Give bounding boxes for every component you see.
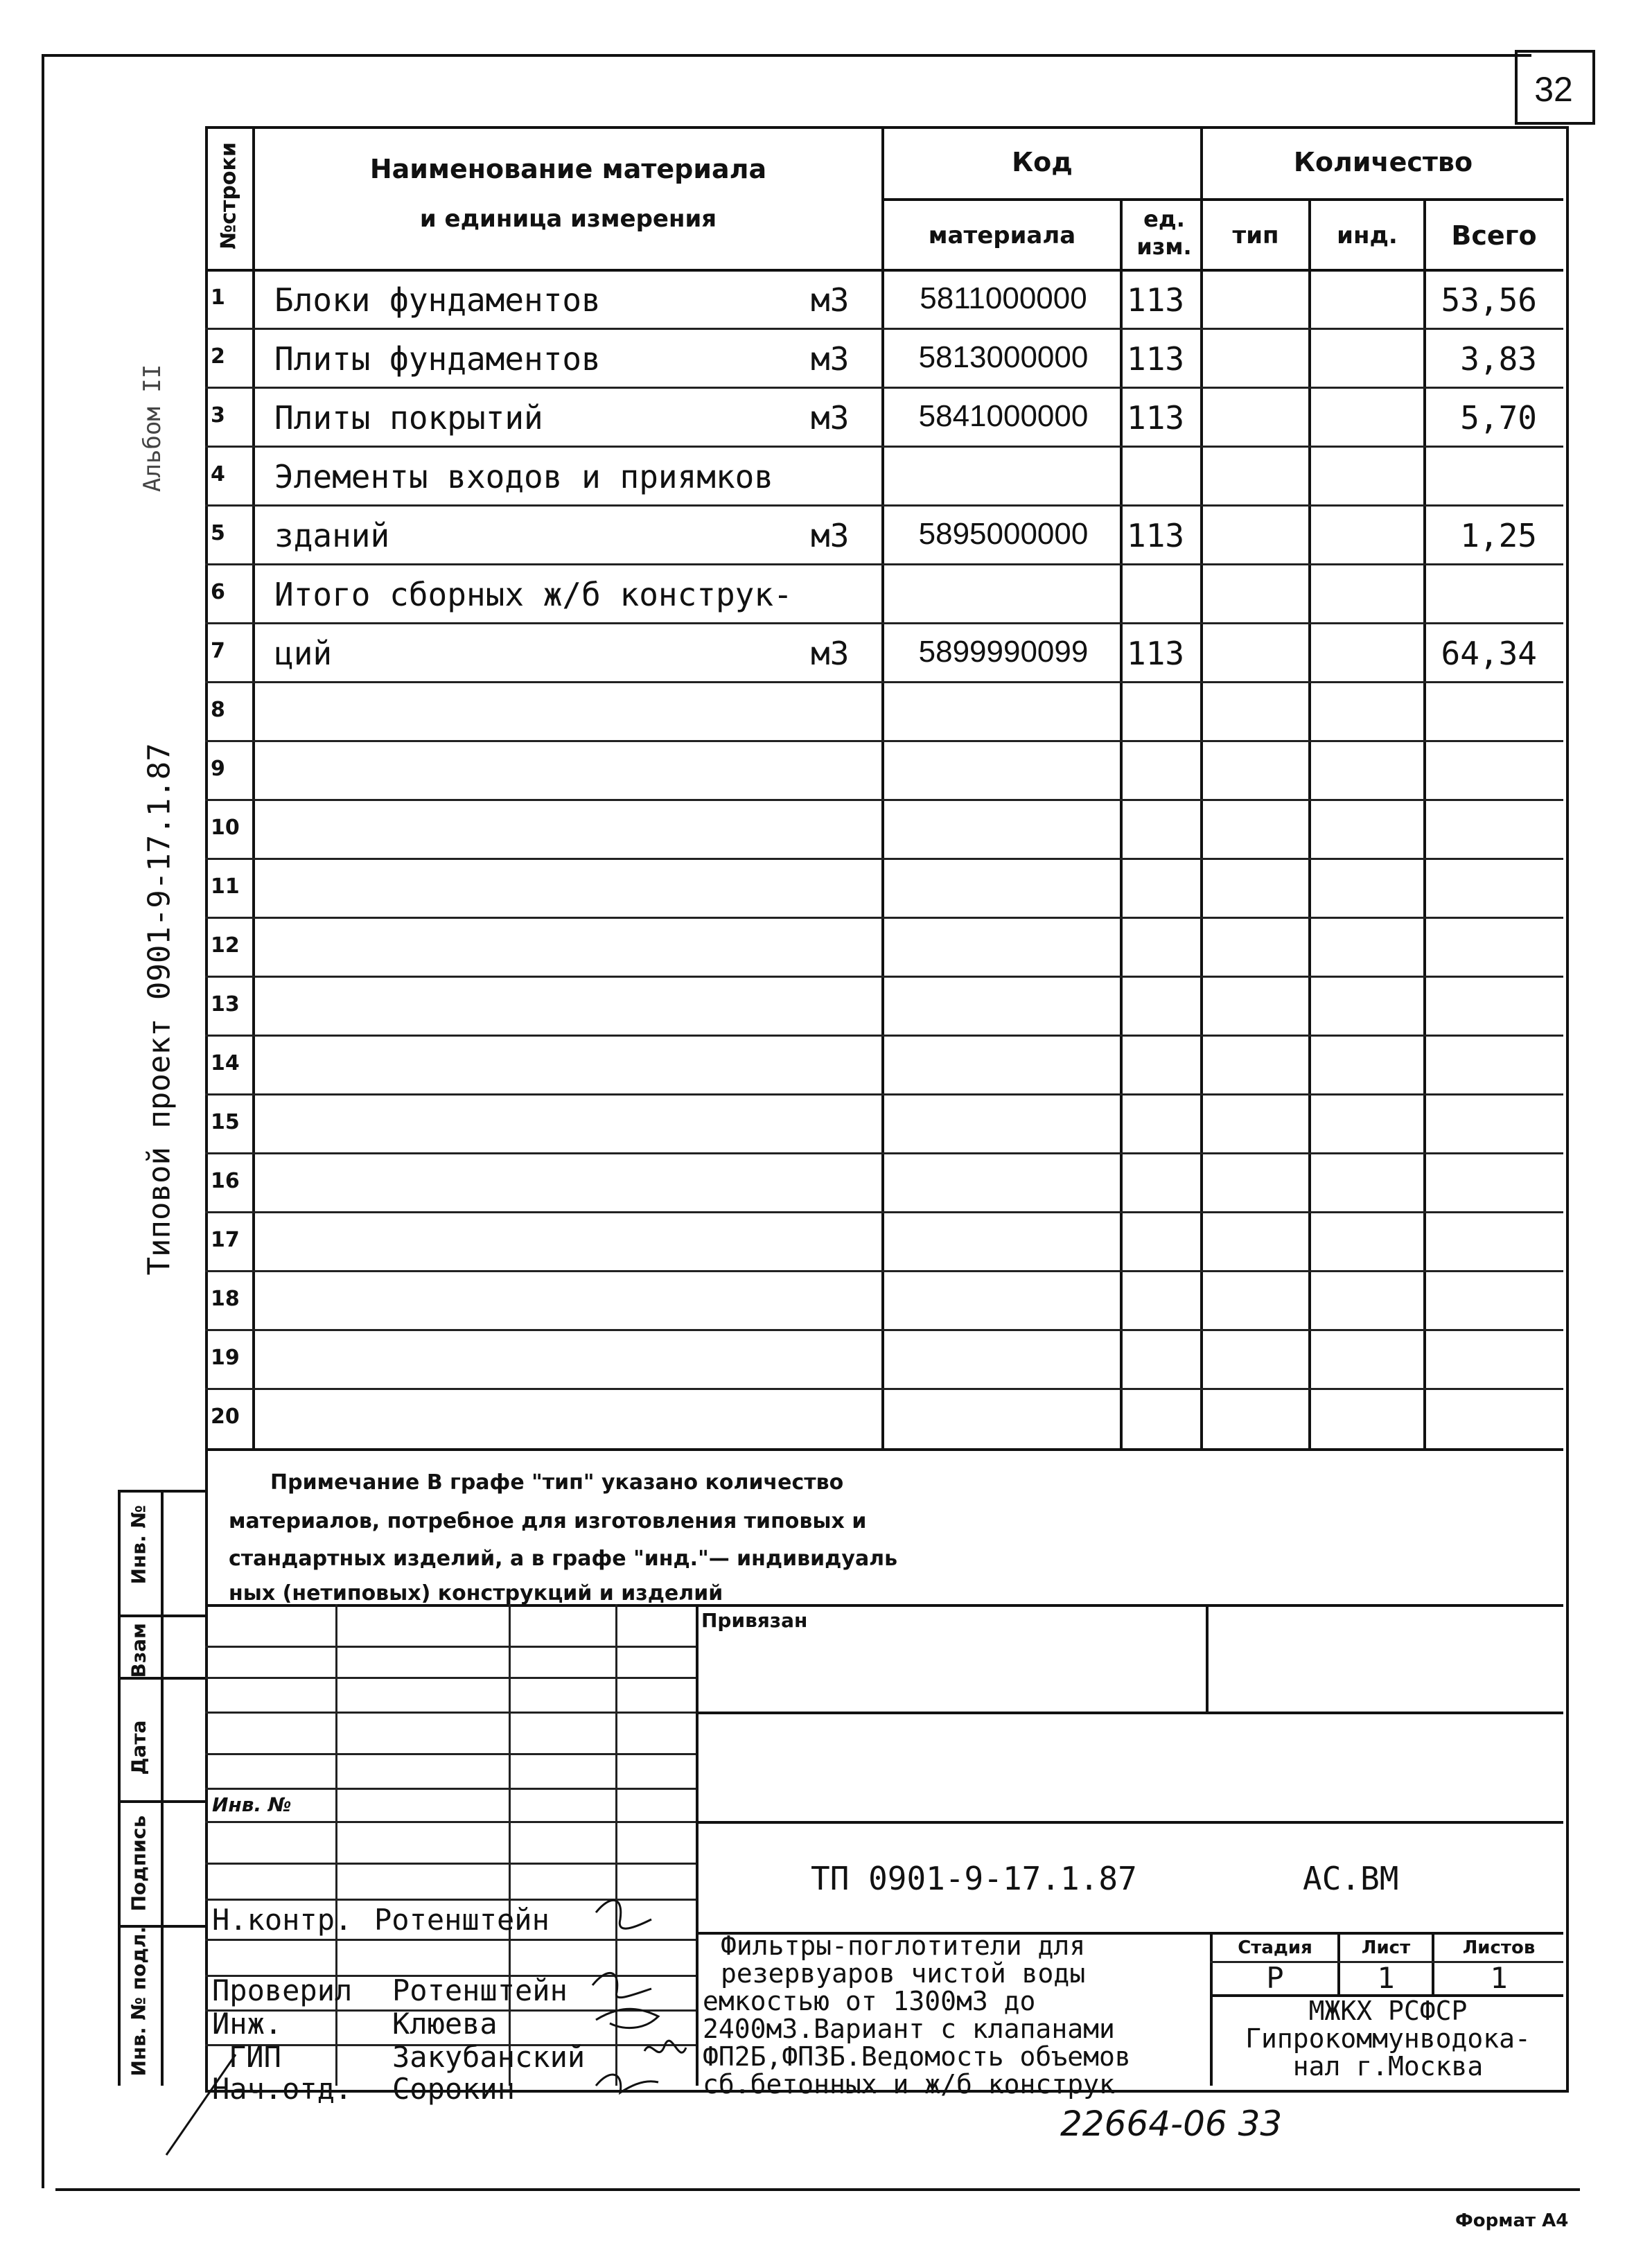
row-number: 12	[211, 933, 240, 958]
page-number: 32	[1534, 70, 1573, 109]
row-unit-suffix: м3	[811, 635, 850, 672]
side-project: Типовой проект 0901-9-17.1.87	[141, 743, 177, 1276]
stamp-nkontr-name: Ротенштейн	[374, 1903, 550, 1937]
side-data: Дата	[127, 1720, 150, 1775]
row-number: 16	[211, 1169, 240, 1193]
header-ind: инд.	[1337, 222, 1398, 249]
row-total: 1,25	[1460, 517, 1537, 554]
row-unit-suffix: м3	[811, 281, 850, 319]
row-number: 1	[211, 285, 225, 310]
header-row-no: №строки	[216, 142, 241, 249]
stamp-grid-h	[205, 1646, 696, 1648]
signature-marks	[582, 1892, 721, 2120]
col-typ-line	[1308, 198, 1311, 1450]
side-inv-podl: Инв. № подл.	[127, 1926, 150, 2077]
stamp-title-l3: емкостью от 1300м3 до	[703, 1986, 1036, 2016]
stamp-designation-top	[696, 1821, 1563, 1824]
row-number: 19	[211, 1346, 240, 1370]
row-line	[205, 1152, 1563, 1154]
stamp-org1: МЖКХ РСФСР	[1308, 1996, 1468, 2026]
header-unit: ед. изм.	[1136, 206, 1192, 260]
row-line	[205, 799, 1563, 801]
stamp-grid-h	[205, 1863, 696, 1865]
row-total: 3,83	[1460, 340, 1537, 378]
note-line1: Примечание В графе "тип" указано количество	[270, 1470, 844, 1495]
row-code: 5895000000	[918, 517, 1089, 551]
table-end-line	[205, 1448, 1563, 1451]
row-line	[205, 1270, 1563, 1272]
stamp-privyazan: Привязан	[701, 1609, 808, 1632]
stamp-title-l4: 2400м3.Вариант с клапанами	[703, 2014, 1115, 2044]
row-code: 5811000000	[920, 281, 1087, 315]
row-number: 20	[211, 1405, 240, 1429]
row-number: 2	[211, 344, 225, 369]
header-bottom-line	[205, 269, 1563, 272]
row-unit-code: 113	[1127, 399, 1185, 437]
row-number: 8	[211, 698, 225, 722]
stamp-privyazan-bottom	[696, 1712, 1563, 1714]
row-number: 18	[211, 1287, 240, 1311]
side-album: Альбом II	[139, 364, 166, 492]
row-unit-suffix: м3	[811, 399, 850, 437]
stamp-stadiya: Стадия	[1238, 1937, 1312, 1958]
row-number: 10	[211, 816, 240, 840]
stamp-title-l6: сб.бетонных и ж/б конструк	[703, 2069, 1115, 2100]
row-total: 53,56	[1441, 281, 1537, 319]
stamp-title-l5: ФП2Б,ФП3Б.Ведомость объемов	[703, 2041, 1131, 2072]
note-line4: ных (нетиповых) конструкций и изделий	[229, 1581, 723, 1605]
row-number: 7	[211, 639, 225, 663]
header-name-line1: Наименование материала	[369, 154, 767, 184]
row-line	[205, 858, 1563, 860]
outer-left-line	[42, 54, 44, 2188]
row-number: 13	[211, 992, 240, 1017]
stamp-sheet-code: АС.ВМ	[1303, 1860, 1399, 1897]
stamp-list: Лист	[1361, 1937, 1411, 1958]
row-line	[205, 563, 1563, 565]
row-number: 3	[211, 403, 225, 428]
row-line	[205, 1093, 1563, 1096]
row-name: Плиты фундаментов	[274, 340, 601, 378]
row-number: 9	[211, 757, 225, 781]
stamp-top	[205, 1604, 1563, 1607]
note-line3: стандартных изделий, а в графе "инд."— индивидуаль	[229, 1547, 898, 1571]
row-line	[205, 681, 1563, 683]
stamp-proveril-name: Ротенштейн	[392, 1973, 568, 2007]
col-name-line	[881, 126, 884, 1450]
outer-top-line	[42, 54, 1531, 57]
row-line	[205, 740, 1563, 742]
side-strip-outer	[118, 1490, 121, 2086]
row-line	[205, 917, 1563, 919]
row-unit-code: 113	[1127, 517, 1185, 554]
row-name: зданий	[274, 517, 390, 554]
stamp-nach: Нач.отд.	[212, 2072, 353, 2106]
header-typ: тип	[1232, 222, 1279, 249]
row-line	[205, 387, 1563, 389]
row-code: 5899990099	[918, 635, 1089, 669]
row-unit-code: 113	[1127, 635, 1185, 672]
row-number: 17	[211, 1228, 240, 1252]
row-total: 5,70	[1460, 399, 1537, 437]
side-podp: Подпись	[127, 1815, 150, 1912]
handwritten-number: 22664-06 33	[1060, 2104, 1283, 2144]
stamp-title-l1: Фильтры-поглотители для	[721, 1930, 1086, 1961]
row-line	[205, 1388, 1563, 1390]
side-inv-no: Инв. №	[127, 1504, 150, 1585]
stamp-inv-label: Инв. №	[212, 1793, 292, 1816]
stamp-proveril: Проверил	[212, 1973, 353, 2007]
col-code-line	[1120, 198, 1123, 1450]
side-strip-line	[161, 1490, 164, 2086]
format-label: Формат А4	[1455, 2210, 1569, 2231]
row-line	[205, 976, 1563, 978]
stamp-listov: Листов	[1462, 1937, 1536, 1958]
stamp-gip-name: Закубанский	[392, 2040, 586, 2074]
stamp-privyazan-right	[1206, 1604, 1209, 1712]
header-qty-group: Количество	[1293, 147, 1473, 177]
stamp-org2: Гипрокоммунводока-	[1245, 2023, 1531, 2054]
stamp-grid-h	[205, 1677, 696, 1679]
row-line	[205, 622, 1563, 624]
col-unit-line	[1200, 126, 1203, 1450]
header-code-group: Код	[1012, 147, 1073, 177]
stamp-grid-h	[205, 1712, 696, 1714]
row-number: 4	[211, 462, 225, 486]
stamp-inzh-name: Клюева	[392, 2007, 498, 2041]
row-number: 11	[211, 874, 240, 899]
note-line2: материалов, потребное для изготовления типовых и	[229, 1509, 867, 1533]
row-line	[205, 328, 1563, 330]
stamp-org3: нал г.Москва	[1292, 2051, 1484, 2082]
stamp-grid-h	[205, 1753, 696, 1755]
row-name: Итого сборных ж/б конструк-	[274, 576, 793, 613]
row-number: 14	[211, 1051, 240, 1075]
stamp-gip: ГИП	[229, 2040, 281, 2074]
row-unit-code: 113	[1127, 281, 1185, 319]
stamp-designation: ТП 0901-9-17.1.87	[811, 1860, 1137, 1897]
col-rownum-line	[252, 126, 255, 1450]
header-name-line2: и единица измерения	[419, 205, 717, 233]
row-line	[205, 1035, 1563, 1037]
stamp-grid-h	[205, 1788, 696, 1790]
row-name: Блоки фундаментов	[274, 281, 601, 319]
side-strip-top	[118, 1490, 205, 1493]
header-total: Всего	[1451, 220, 1537, 251]
stamp-nkontr: Н.контр.	[212, 1903, 353, 1937]
corner-stroke	[159, 2051, 243, 2162]
stamp-grid-h	[205, 1821, 696, 1823]
row-number: 5	[211, 521, 225, 545]
stamp-nach-name: Сорокин	[392, 2072, 516, 2106]
header-mid-line	[881, 198, 1563, 201]
outer-bottom-line	[55, 2188, 1580, 2191]
row-name: ций	[274, 635, 333, 672]
header-code-material: материала	[928, 222, 1076, 249]
side-divider	[118, 1800, 205, 1803]
row-code: 5841000000	[918, 399, 1089, 433]
row-unit-suffix: м3	[811, 340, 850, 378]
row-unit-suffix: м3	[811, 517, 850, 554]
col-ind-line	[1423, 198, 1426, 1450]
stamp-listov-val: 1	[1490, 1961, 1508, 1995]
row-line	[205, 446, 1563, 448]
stamp-stadiya-val: Р	[1266, 1961, 1284, 1995]
stamp-title-l2: резервуаров чистой воды	[721, 1958, 1086, 1989]
row-number: 15	[211, 1110, 240, 1134]
row-line	[205, 1329, 1563, 1331]
row-name: Плиты покрытий	[274, 399, 543, 437]
row-line	[205, 504, 1563, 507]
row-total: 64,34	[1441, 635, 1537, 672]
row-number: 6	[211, 580, 225, 604]
row-code: 5813000000	[918, 340, 1089, 374]
stamp-list-val: 1	[1377, 1961, 1395, 1995]
row-line	[205, 1211, 1563, 1213]
row-name: Элементы входов и приямков	[274, 458, 774, 495]
row-unit-code: 113	[1127, 340, 1185, 378]
side-vzam: Взам	[127, 1623, 150, 1678]
stamp-inzh: Инж.	[212, 2007, 283, 2041]
